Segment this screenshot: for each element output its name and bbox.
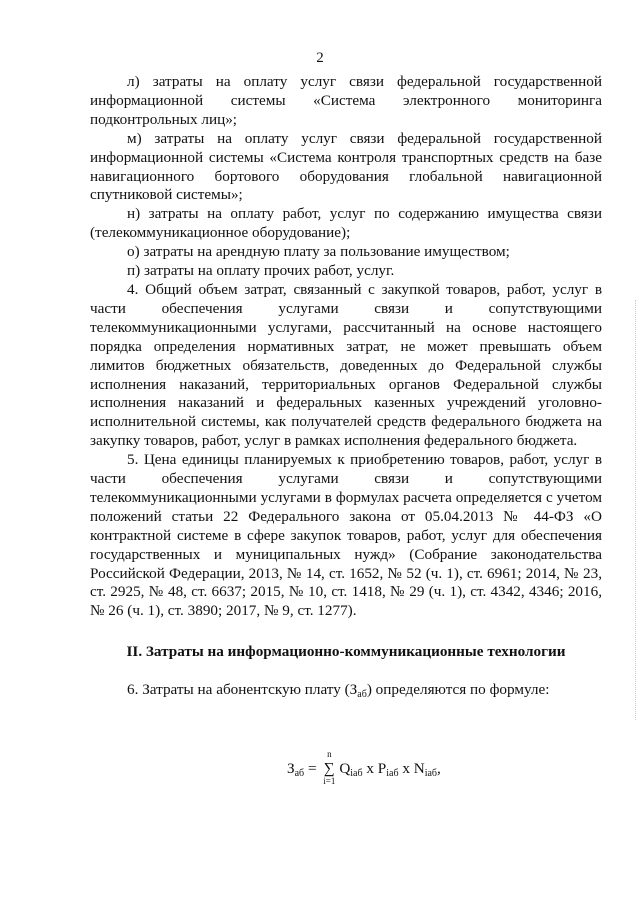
paragraph-6-text-before: 6. Затраты на абонентскую плату (З <box>127 681 358 698</box>
formula-q: Q <box>339 760 351 777</box>
formula-times-1: x <box>362 760 378 777</box>
formula-p: P <box>377 760 387 777</box>
paragraph-6 <box>127 681 602 699</box>
sigma-lower-limit: i=1 <box>323 776 336 786</box>
paragraph-n: н) затраты на оплату работ, услуг по содержанию имущества связи (телекоммуникационное оборудование); <box>90 205 602 242</box>
body-text <box>90 73 602 621</box>
page-number: 2 <box>316 50 324 66</box>
sigma-upper-limit: n <box>327 749 332 759</box>
formula-n: N <box>413 760 425 777</box>
formula-p-subscript: iаб <box>386 768 399 779</box>
formula-n-subscript: iаб <box>424 768 438 779</box>
formula-equals: = <box>304 760 321 777</box>
formula-sum <box>322 749 336 786</box>
paragraph-o: о) затраты на арендную плату за пользование имуществом; <box>127 243 510 261</box>
paragraph-l: л) затраты на оплату услуг связи федеральной государственной информационной системы «Система электронного мониторинга подконтрольных лиц»; <box>90 73 602 128</box>
scan-margin-mark <box>633 300 636 720</box>
paragraph-5: 5. Цена единицы планируемых к приобретению товаров, работ, услуг в части обеспечения услугами связи и сопутствующими телекоммуникационными услугами в формулах расчета определяется с учетом положений статьи 22 Федерального закона от 05.04.2013 № 44-ФЗ «О контрактной системе в сфере закупок товаров, работ, услуг для обеспечения государственных и муниципальных нужд» (Собрание законодательства Российской Федерации, 2013, № 14, ст. 1652, № 52 (ч. 1), ст. 6961; 2014, № 23, ст. 2925, № 48, ст. 6637; 2015, № 10, ст. 1418, № 29 (ч. 1), ст. 4342, 4346; 2016, № 26 (ч. 1), ст. 3890; 2017, № 9, ст. 1277). <box>90 451 602 620</box>
formula <box>287 749 441 786</box>
formula-lhs-subscript: аб <box>294 768 305 779</box>
paragraph-4: 4. Общий объем затрат, связанный с закупкой товаров, работ, услуг в части обеспечения услугами связи и сопутствующими телекоммуникационными услугами, рассчитанный на основе настоящего порядка определения нормативных затрат, не может превышать объем лимитов бюджетных обязательств, доведенных до Федеральной службы исполнения наказаний, территориальных органов Федеральной службы исполнения наказаний и федеральных казенных учреждений уголовно-исполнительной системы, как получателей средств федерального бюджета на закупку товаров, работ, услуг в рамках исполнения федерального бюджета. <box>90 280 602 450</box>
paragraph-6-text-after: ) определяются по формуле: <box>366 681 550 698</box>
paragraph-m: м) затраты на оплату услуг связи федеральной государственной информационной системы «Система контроля транспортных средств на базе навигационного бортового оборудования глобальной навигационной спутниковой системы»; <box>90 129 602 204</box>
paragraph-p: п) затраты на оплату прочих работ, услуг. <box>127 262 395 280</box>
formula-lhs: З <box>287 760 295 777</box>
paragraph-6-subscript: аб <box>357 689 367 700</box>
formula-times-2: x <box>398 760 414 777</box>
formula-q-subscript: iаб <box>350 768 363 779</box>
section-heading: II. Затраты на информационно-коммуникационные технологии <box>126 643 566 660</box>
sigma-symbol: ∑ <box>323 760 335 777</box>
formula-end: , <box>437 760 441 777</box>
